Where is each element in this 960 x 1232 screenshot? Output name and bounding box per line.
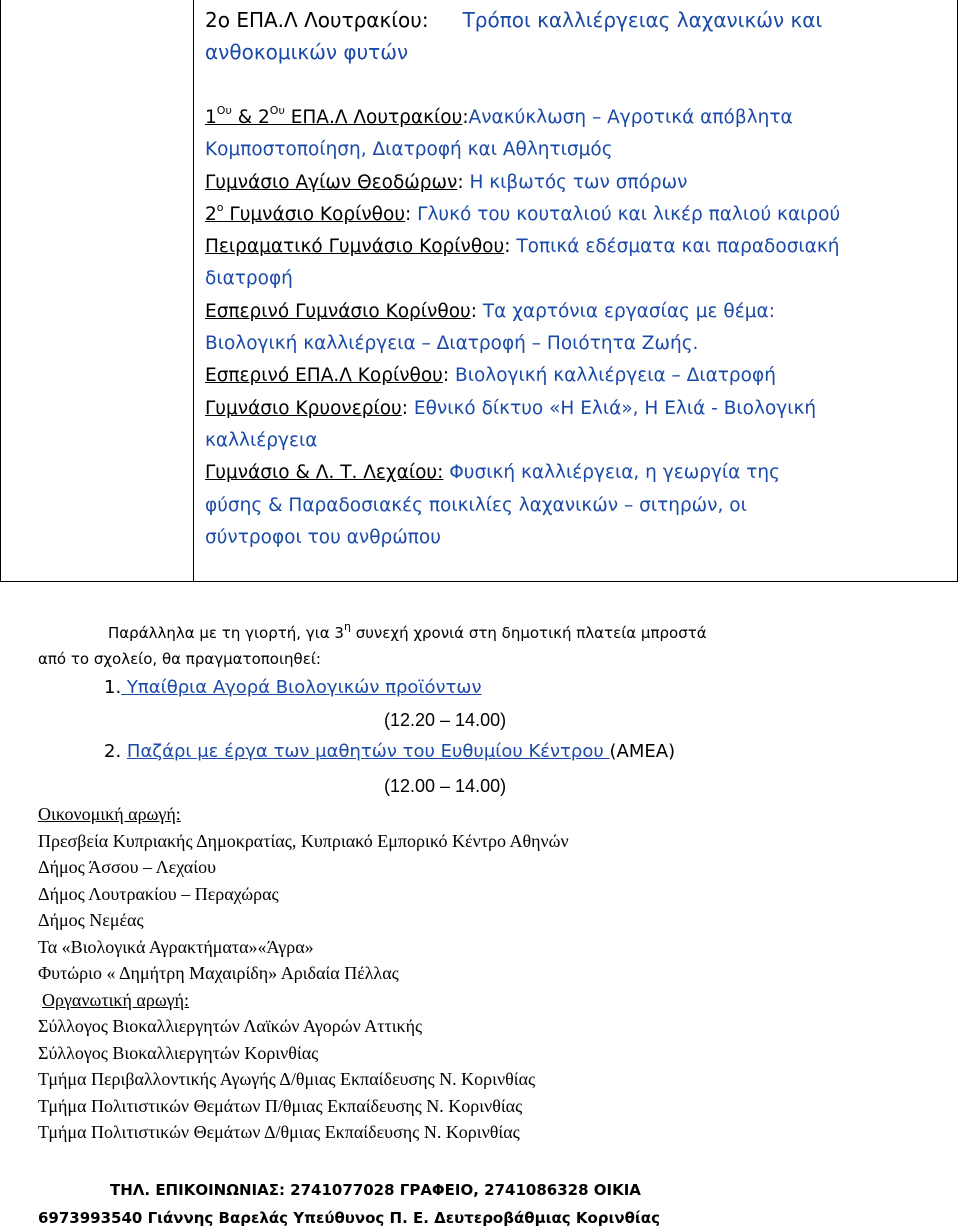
- title-place: 2ο ΕΠΑ.Λ Λουτρακίου:: [205, 8, 429, 32]
- school-line-5b: Βιολογική καλλιέργεια – Διατροφή – Ποιότητα Ζωής.: [205, 333, 699, 355]
- school-line-4: Πειραματικό Γυμνάσιο Κορίνθου: Τοπικά εδέσματα και παραδοσιακή: [205, 236, 840, 258]
- financial-row: Πρεσβεία Κυπριακής Δημοκρατίας, Κυπριακό Εμπορικό Κέντρο Αθηνών: [38, 830, 569, 851]
- school-line-3: $2^o$ Γυμνάσιο Κορίνθου: Γλυκό του κουταλιού και λικέρ παλιού καιρού: [205, 200, 841, 225]
- financial-support-heading: Οικονομική αρωγή:: [38, 804, 181, 824]
- school-line-8c: σύντροφοι του ανθρώπου: [205, 526, 441, 548]
- sponsors-section: [38, 801, 938, 1146]
- financial-row: Φυτώριο « Δημήτρη Μαχαιρίδη» Αριδαία Πέλλας: [38, 963, 399, 983]
- school-line-1b: Κομποστοποίηση, Διατροφή και Αθλητισμός: [205, 139, 613, 161]
- financial-row: Τα «Βιολογικά Αγρακτήματα»«Άγρα»: [38, 936, 314, 957]
- school-line-7b: καλλιέργεια: [205, 429, 318, 451]
- title-topic-2: ανθοκομικών φυτών: [205, 40, 409, 64]
- schools-cell: [205, 4, 950, 554]
- school-line-4b: διατροφή: [205, 268, 293, 290]
- event-item-1: 1. Υπαίθρια Αγορά Βιολογικών προϊόντων: [104, 677, 482, 698]
- event-item-1-time: (12.20 – 14.00): [384, 710, 507, 730]
- header-title: [205, 4, 950, 68]
- organizational-support-heading: Οργανωτική αρωγή:: [42, 989, 190, 1010]
- schools-list: [205, 102, 950, 554]
- financial-row: Δήμος Άσσου – Λεχαίου: [38, 857, 216, 877]
- organizational-row: Σύλλογος Βιοκαλλιεργητών Κορινθίας: [38, 1042, 319, 1063]
- organizational-row: Τμήμα Πολιτιστικών Θεμάτων Π/θμιας Εκπαίδευσης Ν. Κορινθίας: [38, 1095, 523, 1116]
- school-line-2: Γυμνάσιο Αγίων Θεοδώρων: Η κιβωτός των σπόρων: [205, 171, 688, 193]
- parallel-events-notice: Παράλληλα με τη γιορτή, για $3^\eta$ συνεχή χρονιά στη δημοτική πλατεία μπροστά από το σχολείο, θα πραγματοποιηθεί:: [38, 620, 938, 672]
- school-line-1: $1^{O\upsilon}$ & $2^{O\upsilon}$ ΕΠΑ.Λ Λουτρακίου:Ανακύκλωση – Αγροτικά απόβλητα: [205, 103, 793, 128]
- event-item-2: 2. Παζάρι με έργα των μαθητών του Ευθυμίου Κέντρου (ΑΜΕΑ): [104, 741, 676, 762]
- contact-phones: ΤΗΛ. ΕΠΙΚΟΙΝΩΝΙΑΣ: 2741077028 ΓΡΑΦΕΙΟ, 2741086328 ΟΙΚΙΑ: [110, 1181, 641, 1199]
- school-line-8: Γυμνάσιο & Λ. Τ. Λεχαίου: Φυσική καλλιέργεια, η γεωργία της: [205, 462, 780, 484]
- organizational-row: Τμήμα Πολιτιστικών Θεμάτων Δ/θμιας Εκπαίδευσης Ν. Κορινθίας: [38, 1122, 520, 1142]
- school-line-7: Γυμνάσιο Κρυονερίου: Εθνικό δίκτυο «Η Ελιά», Η Ελιά - Βιολογική: [205, 397, 817, 419]
- school-line-5: Εσπερινό Γυμνάσιο Κορίνθου: Τα χαρτόνια εργασίας με θέμα:: [205, 300, 775, 322]
- school-line-6: Εσπερινό ΕΠΑ.Λ Κορίνθου: Βιολογική καλλιέργεια – Διατροφή: [205, 365, 776, 387]
- title-topic-1: Τρόποι καλλιέργειας λαχανικών και: [462, 8, 823, 32]
- financial-row: Δήμος Νεμέας: [38, 910, 144, 930]
- contact-info: [38, 1176, 938, 1232]
- organizational-row: Σύλλογος Βιοκαλλιεργητών Λαϊκών Αγορών Αττικής: [38, 1016, 423, 1036]
- financial-row: Δήμος Λουτρακίου – Περαχώρας: [38, 883, 279, 904]
- event-item-2-time: (12.00 – 14.00): [384, 776, 507, 796]
- table-column-divider: [193, 0, 194, 582]
- school-line-8b: φύσης & Παραδοσιακές ποικιλίες λαχανικών – σιτηρών, οι: [205, 494, 747, 516]
- contact-person: 6973993540 Γιάννης Βαρελάς Υπεύθυνος Π. Ε. Δευτεροβάθμιας Κορινθίας: [38, 1209, 660, 1227]
- organizational-row: Τμήμα Περιβαλλοντικής Αγωγής Δ/θμιας Εκπαίδευσης Ν. Κορινθίας: [38, 1069, 536, 1089]
- notice-line-2: από το σχολείο, θα πραγματοποιηθεί:: [38, 650, 321, 668]
